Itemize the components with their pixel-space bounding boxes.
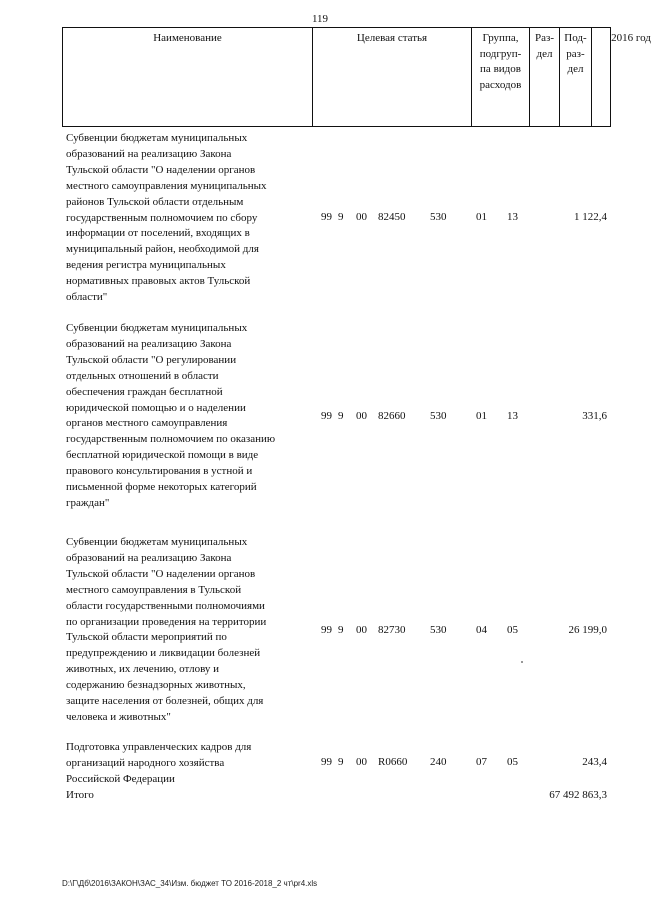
header-subsection: Под- раз- дел [560, 28, 592, 126]
row-section: 01 [476, 211, 487, 223]
row-target-subprogram: 9 [338, 756, 344, 768]
row-group: 530 [430, 624, 447, 636]
scan-speck [521, 661, 523, 663]
row-name: Подготовка управленческих кадров для организаций народного хозяйства Российской Федерации [66, 741, 252, 785]
row-target-code: 82730 [378, 624, 406, 636]
header-name: Наименование [63, 28, 313, 126]
row-group: 240 [430, 756, 447, 768]
header-target-article: Целевая статья [313, 28, 472, 126]
row-name: Субвенции бюджетам муниципальных образований на реализацию Закона Тульской области "О регулировании отдельных отношений в области обеспечения граждан бесплатной юридической помощью и о наделении органов местного самоуправления государственным полномочием по оказанию бесплатной юридической помощи в виде правового консультирования в устной и письменной форме некоторых категорий граждан" [66, 322, 276, 509]
row-subsection: 13 [507, 410, 518, 422]
table-row [0, 535, 640, 730]
row-target-code: 82660 [378, 410, 406, 422]
footer-file-path: D:\Г\Дб\2016\ЗАКОН\ЗАС_34\Изм. бюджет ТО 2016-2018_2 чт\pr4.xls [62, 879, 318, 888]
row-target-program: 99 [321, 211, 332, 223]
row-target-code: 82450 [378, 211, 406, 223]
page-number: 119 [311, 13, 329, 25]
row-group: 530 [430, 410, 447, 422]
row-target-code: R0660 [378, 756, 408, 768]
row-amount: 243,4 [582, 756, 607, 768]
table-row [0, 131, 640, 309]
row-section: 04 [476, 624, 487, 636]
total-row [0, 789, 640, 805]
row-subsection: 05 [507, 756, 518, 768]
header-group: Группа, подгруп- па видов расходов [472, 28, 530, 126]
row-amount: 1 122,4 [574, 211, 607, 223]
row-subsection: 05 [507, 624, 518, 636]
row-section: 01 [476, 410, 487, 422]
row-target-program: 99 [321, 756, 332, 768]
row-target-event: 00 [356, 211, 367, 223]
row-target-event: 00 [356, 756, 367, 768]
row-target-program: 99 [321, 410, 332, 422]
row-section: 07 [476, 756, 487, 768]
row-name: Субвенции бюджетам муниципальных образований на реализацию Закона Тульской области "О наделении органов местного самоуправления в Тульской области государственными полномочиями по организации проведения на территории Тульской области мероприятий по предупреждению и ликвидации болезней животных, их лечению, отлову и содержанию безнадзорных животных, защите населения от болезней, общих для человека и животных" [66, 536, 267, 723]
row-target-event: 00 [356, 624, 367, 636]
row-target-subprogram: 9 [338, 211, 344, 223]
row-target-subprogram: 9 [338, 624, 344, 636]
row-target-subprogram: 9 [338, 410, 344, 422]
header-year: 2016 год [611, 32, 651, 44]
row-subsection: 13 [507, 211, 518, 223]
header-section: Раз- дел [530, 28, 560, 126]
row-target-program: 99 [321, 624, 332, 636]
total-label: Итого [66, 789, 94, 801]
row-amount: 26 199,0 [568, 624, 607, 636]
row-amount: 331,6 [582, 410, 607, 422]
table-header [62, 27, 651, 127]
table-row [0, 740, 640, 790]
table-row [0, 321, 640, 516]
total-amount: 67 492 863,3 [549, 789, 607, 801]
row-target-event: 00 [356, 410, 367, 422]
row-group: 530 [430, 211, 447, 223]
row-name: Субвенции бюджетам муниципальных образований на реализацию Закона Тульской области "О наделении органов местного самоуправления муниципальных районов Тульской области отдельным государственным полномочием по сбору информации от поселений, входящих в муниципальный район, необходимой для ведения регистра муниципальных нормативных правовых актов Тульской области" [66, 132, 267, 304]
